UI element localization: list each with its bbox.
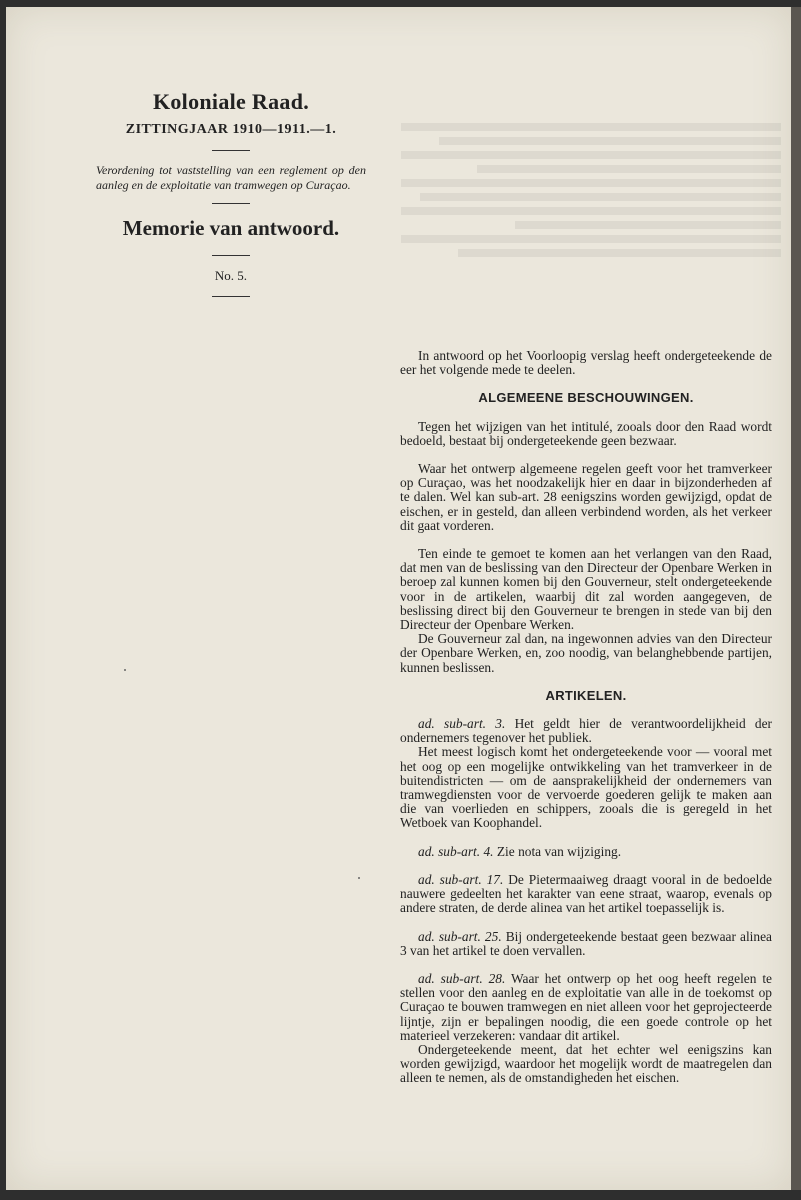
divider [212, 296, 250, 297]
document-body [400, 349, 772, 1086]
article-17-text: De Pietermaaiweg draagt vooral in de bedoelde nauwere gedeelten het karakter van eene straat, waarop, evenals op andere straten, de derde alinea van het artikel toepasselijk is. [400, 871, 772, 916]
article-4-text: Zie nota van wijziging. [496, 843, 622, 859]
article-17 [400, 873, 772, 916]
article-25-ref: ad. sub-art. 25. [418, 928, 502, 944]
document-page [6, 7, 792, 1190]
paper-speck [124, 669, 126, 671]
article-4 [400, 845, 772, 859]
paper-speck [358, 877, 360, 879]
divider [212, 150, 250, 151]
articles-heading: ARTIKELEN. [545, 687, 627, 703]
article-28-continuation: Ondergeteekende meent, dat het echter wel eenigszins kan worden gewijzigd, waardoor het mogelijk wordt de maatregelen dan alleen te nemen, als de omstandigheden het eischen. [400, 1041, 772, 1086]
general-paragraph-4: De Gouverneur zal dan, na ingewonnen advies van den Directeur der Openbare Werken, en, zoo noodig, van belanghebbende partijen, kunnen beslissen. [400, 631, 772, 675]
intro-paragraph: In antwoord op het Voorloopig verslag heeft ondergeteekende de eer het volgende mede te deelen. [400, 348, 772, 378]
document-number: No. 5. [214, 268, 248, 283]
document-type: Memorie van antwoord. [122, 216, 340, 240]
subject-line: Verordening tot vaststelling van een reglement op den aanleg en de exploitatie van tramwegen op Curaçao. [96, 163, 366, 192]
general-paragraph-3: Ten einde te gemoet te komen aan het verlangen van den Raad, dat men van de beslissing van den Directeur der Openbare Werken in beroep zal kunnen komen bij den Gouverneur, stelt ondergeteekende voor in de artikelen, waarbij dit zal worden aangegeven, de beslissing direct bij den Gouverneur te brengen in stede van bij den Directeur der Openbare Werken. [400, 546, 772, 633]
article-25 [400, 930, 772, 958]
article-28-ref: ad. sub-art. 28. [418, 970, 506, 986]
council-title: Koloniale Raad. [152, 89, 310, 114]
article-3-ref: ad. sub-art. 3. [418, 716, 506, 732]
article-17-ref: ad. sub-art. 17. [418, 871, 504, 887]
show-through-text [401, 117, 781, 317]
article-3-text: Het geldt hier de verantwoordelijkheid der ondernemers tegenover het publiek. [400, 716, 772, 746]
divider [212, 255, 250, 256]
article-3 [400, 717, 772, 745]
session-year: ZITTINGJAAR 1910—1911.—1. [125, 122, 337, 137]
divider [212, 203, 250, 204]
article-4-ref: ad. sub-art. 4. [418, 843, 494, 859]
article-28-text: Waar het ontwerp op het oog heeft regelen te stellen voor den aanleg en de exploitatie van alle in de toekomst op Curaçao te bouwen tramwegen en niet alleen voor het geprojecteerde lijntje, zijn er bepalingen noodig, die een goede controle op het materieel verzekeren: vandaar dit artikel. [400, 970, 772, 1043]
page-edge [791, 7, 801, 1190]
article-28 [400, 972, 772, 1043]
general-heading: ALGEMEENE BESCHOUWINGEN. [478, 390, 694, 406]
general-paragraph-2: Waar het ontwerp algemeene regelen geeft voor het tramverkeer op Curaçao, was het noodzakelijk hier en daar in bijzonderheden af te dalen. Wel kan sub-art. 28 eenigszins worden gewijzigd, opdat de eischen, er in gesteld, dan alleen verbindend worden, als het verkeer dit gaat vorderen. [400, 461, 772, 533]
document-header [96, 89, 366, 297]
general-paragraph-1: Tegen het wijzigen van het intitulé, zooals door den Raad wordt bedoeld, bestaat bij ondergeteekende geen bezwaar. [400, 418, 772, 448]
article-25-text: Bij ondergeteekende bestaat geen bezwaar alinea 3 van het artikel te doen vervallen. [400, 928, 772, 958]
article-3-continuation: Het meest logisch komt het ondergeteekende voor — vooral met het oog op een mogelijke ontwikkeling van het tramverkeer in de buitendistricten — om de aansprakelijkheid der ondernemers van tramwegdiensten voor de vervoerde goederen gelijk te maken aan die van voerlieden en schippers, zooals die is geregeld in het Wetboek van Koophandel. [400, 744, 772, 831]
